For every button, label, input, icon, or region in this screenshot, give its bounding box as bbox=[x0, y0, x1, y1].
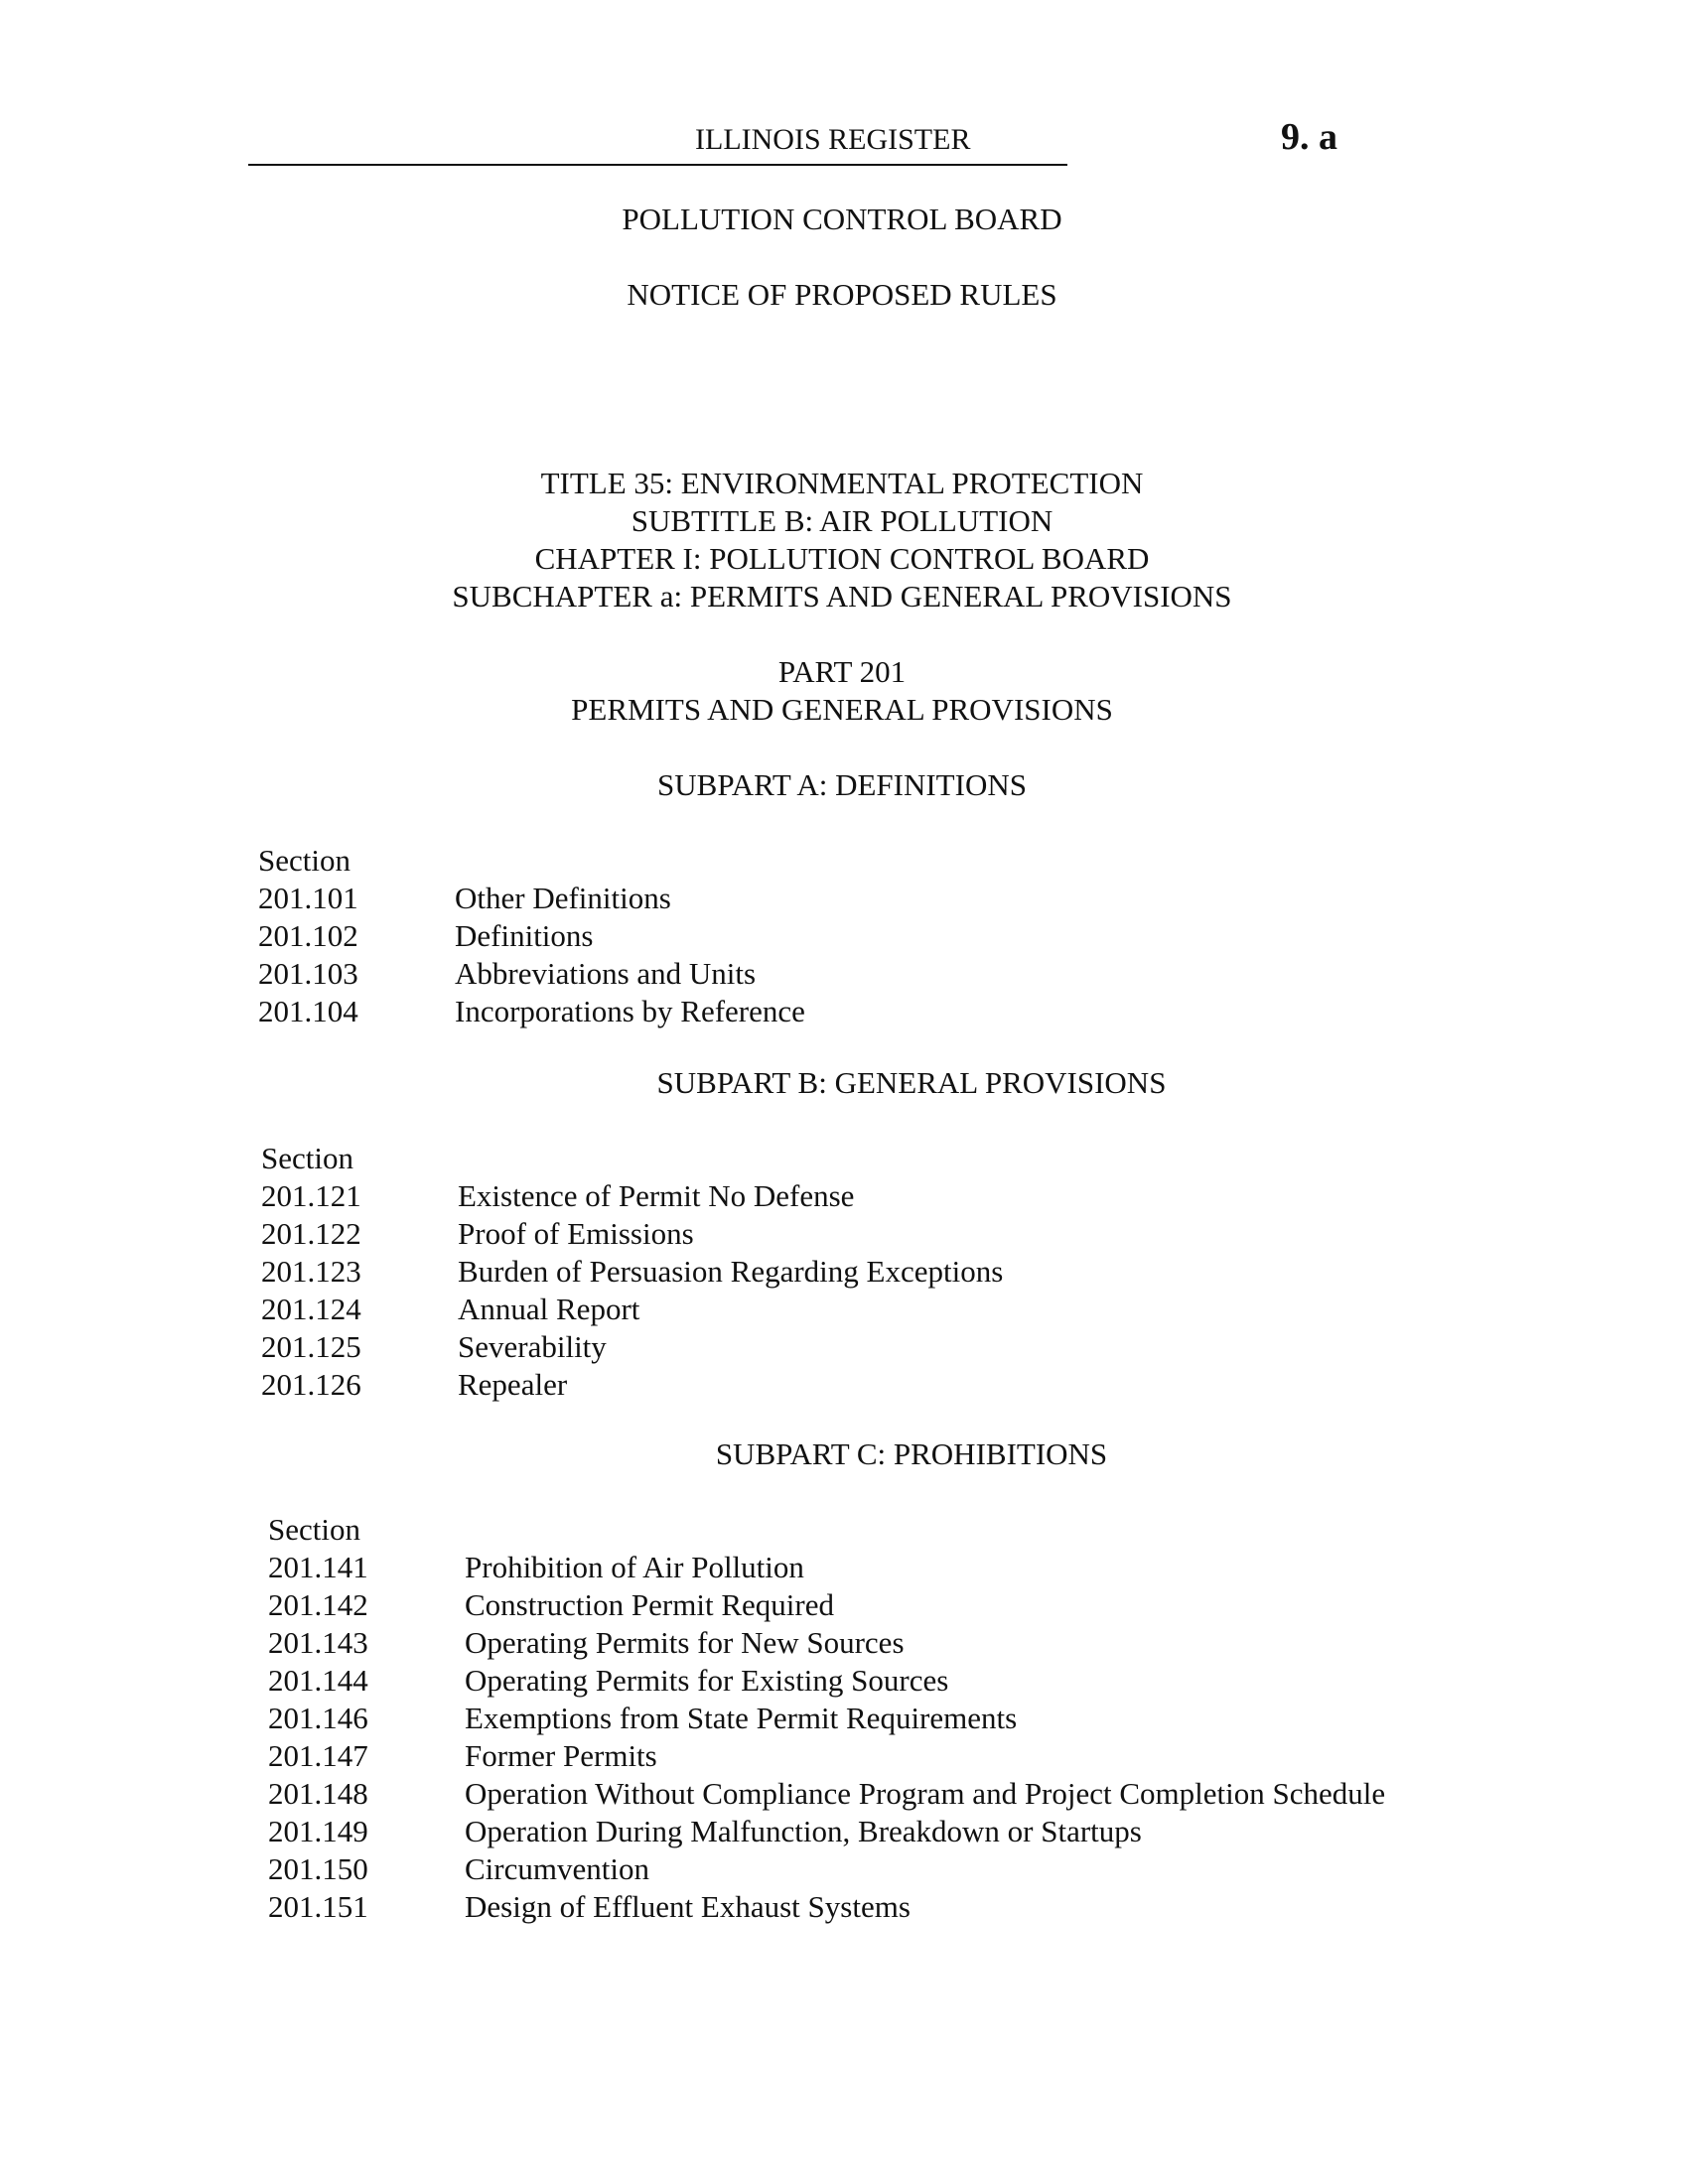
subtitle-heading: SUBTITLE B: AIR POLLUTION bbox=[631, 503, 1053, 538]
toc-row bbox=[268, 1624, 1559, 1662]
subpart-c-toc bbox=[268, 1511, 1559, 1926]
section-title: Operating Permits for Existing Sources bbox=[465, 1663, 949, 1698]
notice-title: NOTICE OF PROPOSED RULES bbox=[627, 277, 1057, 312]
part-line bbox=[0, 653, 1684, 691]
section-title: Proof of Emissions bbox=[458, 1216, 694, 1251]
section-number: 201.151 bbox=[268, 1889, 368, 1924]
toc-row bbox=[268, 1662, 1559, 1700]
subpart-a-heading: SUBPART A: DEFINITIONS bbox=[657, 767, 1027, 802]
section-title: Operating Permits for New Sources bbox=[465, 1625, 905, 1660]
section-label-row bbox=[258, 842, 1450, 880]
subchapter-heading: SUBCHAPTER a: PERMITS AND GENERAL PROVISIONS bbox=[452, 579, 1232, 614]
section-number: 201.146 bbox=[268, 1701, 368, 1735]
section-title: Annual Report bbox=[458, 1292, 640, 1326]
toc-row bbox=[258, 917, 1450, 955]
toc-row bbox=[261, 1328, 1453, 1366]
title-line bbox=[0, 465, 1684, 502]
section-title: Severability bbox=[458, 1329, 607, 1364]
toc-row bbox=[268, 1586, 1559, 1624]
section-number: 201.102 bbox=[258, 918, 358, 953]
section-title: Exemptions from State Permit Requirements bbox=[465, 1701, 1018, 1735]
subchapter-line bbox=[0, 578, 1684, 615]
section-number: 201.149 bbox=[268, 1814, 368, 1848]
subtitle-line bbox=[0, 502, 1684, 540]
section-number: 201.144 bbox=[268, 1663, 368, 1698]
toc-row bbox=[268, 1700, 1559, 1737]
section-number: 201.122 bbox=[261, 1216, 361, 1251]
toc-row bbox=[258, 880, 1450, 917]
toc-row bbox=[261, 1291, 1453, 1328]
notice-wrap bbox=[0, 276, 1684, 314]
section-number: 201.141 bbox=[268, 1550, 368, 1584]
toc-row bbox=[258, 955, 1450, 993]
toc-row bbox=[268, 1737, 1559, 1775]
section-number: 201.142 bbox=[268, 1587, 368, 1622]
section-title: Construction Permit Required bbox=[465, 1587, 834, 1622]
section-label-row bbox=[261, 1140, 1453, 1177]
section-label-row bbox=[268, 1511, 1559, 1549]
subpart-b-heading-wrap bbox=[0, 1064, 1684, 1102]
section-number: 201.101 bbox=[258, 881, 358, 915]
section-title: Operation During Malfunction, Breakdown or Startups bbox=[465, 1814, 1142, 1848]
toc-row bbox=[268, 1813, 1559, 1850]
section-number: 201.104 bbox=[258, 994, 358, 1028]
subpart-c-heading: SUBPART C: PROHIBITIONS bbox=[715, 1436, 1108, 1471]
part-name-heading: PERMITS AND GENERAL PROVISIONS bbox=[571, 692, 1113, 727]
toc-row bbox=[261, 1253, 1453, 1291]
part-heading: PART 201 bbox=[777, 654, 907, 689]
section-title: Existence of Permit No Defense bbox=[458, 1178, 855, 1213]
section-number: 201.150 bbox=[268, 1851, 368, 1886]
section-title: Circumvention bbox=[465, 1851, 649, 1886]
section-title: Design of Effluent Exhaust Systems bbox=[465, 1889, 911, 1924]
section-title: Repealer bbox=[458, 1367, 568, 1402]
board-name: POLLUTION CONTROL BOARD bbox=[622, 202, 1062, 236]
section-number: 201.124 bbox=[261, 1292, 361, 1326]
toc-row bbox=[268, 1888, 1559, 1926]
section-number: 201.125 bbox=[261, 1329, 361, 1364]
toc-row bbox=[258, 993, 1450, 1030]
part-name-line bbox=[0, 691, 1684, 729]
section-title: Burden of Persuasion Regarding Exceptions bbox=[458, 1254, 1004, 1289]
section-label: Section bbox=[258, 843, 351, 878]
section-title: Definitions bbox=[455, 918, 594, 953]
board-name-wrap bbox=[0, 201, 1684, 238]
section-number: 201.147 bbox=[268, 1738, 368, 1773]
chapter-heading: CHAPTER I: POLLUTION CONTROL BOARD bbox=[534, 541, 1150, 576]
subpart-b-toc bbox=[261, 1140, 1453, 1404]
page-tag: 9. a bbox=[1281, 116, 1337, 158]
section-title: Other Definitions bbox=[455, 881, 671, 915]
toc-row bbox=[261, 1366, 1453, 1404]
toc-row bbox=[261, 1177, 1453, 1215]
title-heading: TITLE 35: ENVIRONMENTAL PROTECTION bbox=[540, 466, 1144, 500]
toc-row bbox=[261, 1215, 1453, 1253]
section-title: Former Permits bbox=[465, 1738, 657, 1773]
toc-row bbox=[268, 1775, 1559, 1813]
subpart-c-heading-wrap bbox=[0, 1435, 1684, 1473]
section-title: Operation Without Compliance Program and Project Completion Schedule bbox=[465, 1776, 1386, 1811]
section-title: Abbreviations and Units bbox=[455, 956, 757, 991]
section-title: Prohibition of Air Pollution bbox=[465, 1550, 804, 1584]
section-label: Section bbox=[261, 1141, 353, 1175]
toc-row bbox=[268, 1850, 1559, 1888]
section-title: Incorporations by Reference bbox=[455, 994, 805, 1028]
subpart-b-heading: SUBPART B: GENERAL PROVISIONS bbox=[656, 1065, 1167, 1100]
subpart-a-heading-wrap bbox=[0, 766, 1684, 804]
section-number: 201.143 bbox=[268, 1625, 368, 1660]
section-label: Section bbox=[268, 1512, 360, 1547]
section-number: 201.123 bbox=[261, 1254, 361, 1289]
register-title: ILLINOIS REGISTER bbox=[695, 123, 971, 156]
section-number: 201.121 bbox=[261, 1178, 361, 1213]
section-number: 201.103 bbox=[258, 956, 358, 991]
subpart-a-toc bbox=[258, 842, 1450, 1030]
toc-row bbox=[268, 1549, 1559, 1586]
chapter-line bbox=[0, 540, 1684, 578]
section-number: 201.126 bbox=[261, 1367, 361, 1402]
section-number: 201.148 bbox=[268, 1776, 368, 1811]
header-rule bbox=[248, 164, 1067, 166]
